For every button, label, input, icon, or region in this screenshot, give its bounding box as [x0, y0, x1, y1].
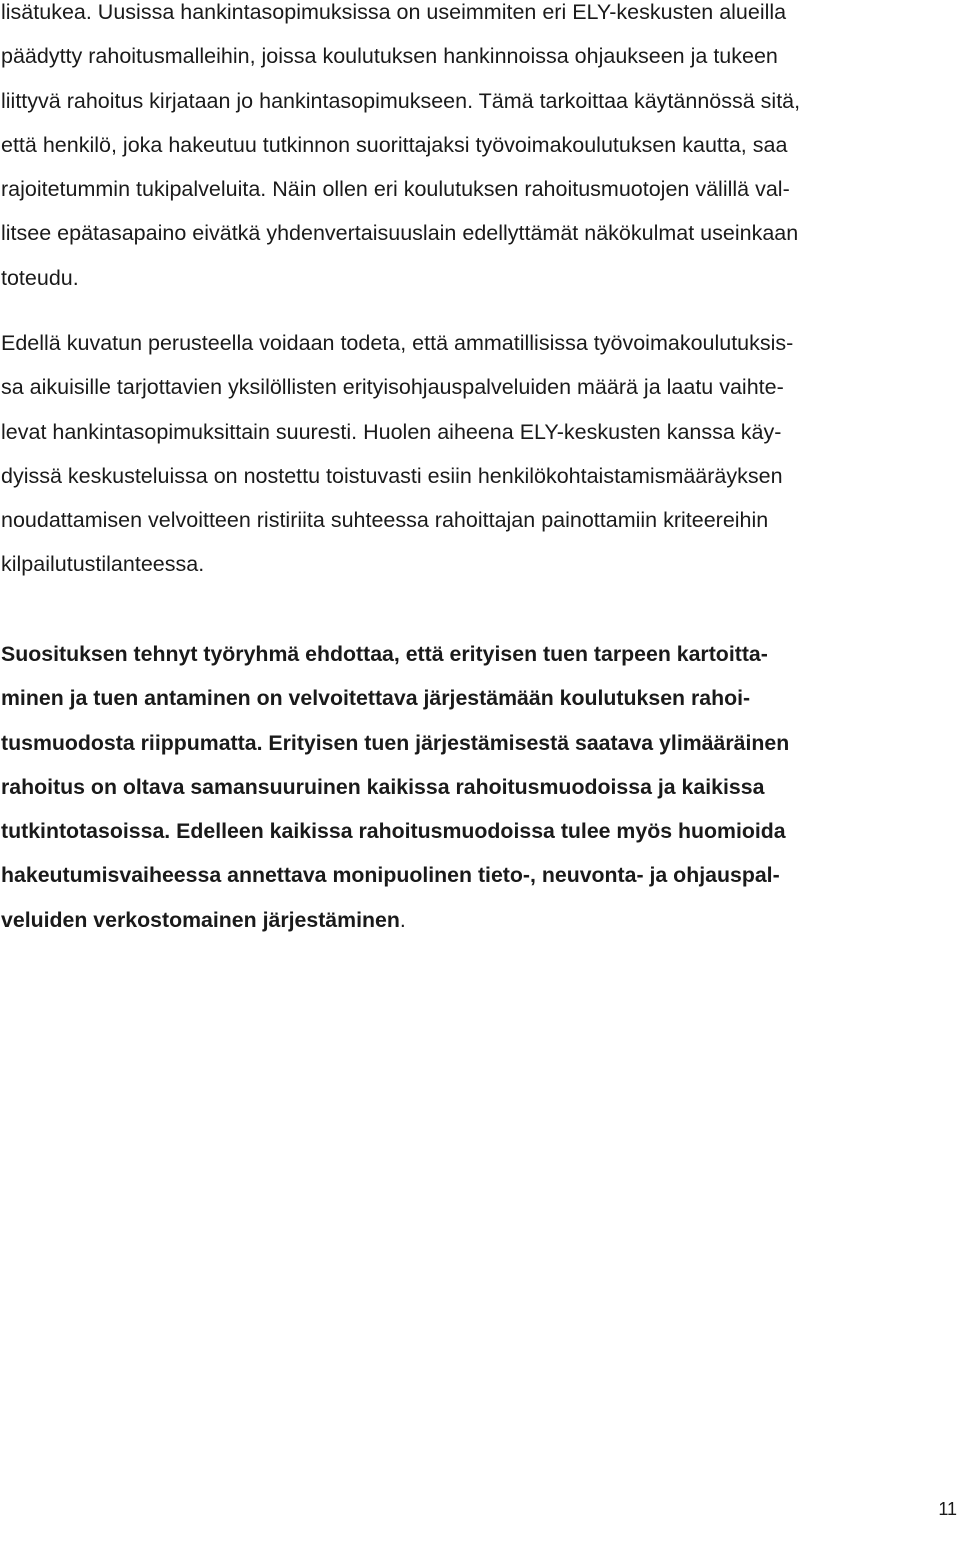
text-line-bold: rahoitus on oltava samansuuruinen kaikissa rahoitusmuodoissa ja kaikissa	[1, 774, 765, 799]
text-line-bold: tusmuodosta riippumatta. Erityisen tuen järjestämisestä saatava ylimääräinen	[1, 730, 790, 755]
final-period: .	[399, 907, 406, 932]
text-line-bold-last	[1, 898, 959, 942]
text-line-bold: Suosituksen tehnyt työryhmä ehdottaa, että erityisen tuen tarpeen kartoitta-	[1, 642, 768, 666]
text-line: toteudu.	[1, 265, 79, 290]
text-line: että henkilö, joka hakeutuu tutkinnon suorittajaksi työvoimakoulutuksen kautta, saa	[1, 132, 788, 157]
recommendation-paragraph	[1, 632, 959, 942]
text-line: liittyvä rahoitus kirjataan jo hankintasopimukseen. Tämä tarkoittaa käytännössä sitä,	[1, 88, 801, 113]
text-line: litsee epätasapaino eivätkä yhdenvertaisuuslain edellyttämät näkökulmat useinkaan	[1, 221, 799, 246]
text-line-bold: hakeutumisvaiheessa annettava monipuolinen tieto-, neuvonta- ja ohjauspal-	[1, 863, 780, 888]
text-line: kilpailutustilanteessa.	[1, 552, 205, 577]
paragraph-1	[1, 0, 959, 300]
text-line-bold-content: veluiden verkostomainen järjestäminen	[1, 907, 400, 932]
text-line: dyissä keskusteluissa on nostettu toistuvasti esiin henkilökohtaistamismääräyksen	[1, 463, 783, 488]
text-line: levat hankintasopimuksittain suuresti. Huolen aiheena ELY-keskusten kanssa käy-	[1, 419, 782, 444]
text-line-bold: tutkintotasoissa. Edelleen kaikissa rahoitusmuodoissa tulee myös huomioida	[1, 819, 786, 844]
text-line: lisätukea. Uusissa hankintasopimuksissa on useimmiten eri ELY-keskusten alueilla	[1, 0, 787, 24]
text-line: Edellä kuvatun perusteella voidaan todeta, että ammatillisissa työvoimakoulutuksis-	[1, 331, 794, 355]
text-line: rajoitetummin tukipalveluita. Näin ollen eri koulutuksen rahoitusmuotojen välillä val-	[1, 177, 790, 202]
text-line: noudattamisen velvoitteen ristiriita suhteessa rahoittajan painottamiin kriteereihin	[1, 508, 769, 533]
text-line: sa aikuisille tarjottavien yksilöllisten erityisohjauspalveluiden määrä ja laatu vaihte-	[1, 375, 784, 400]
paragraph-2	[1, 321, 959, 587]
text-line: päädytty rahoitusmalleihin, joissa koulutuksen hankinnoissa ohjaukseen ja tukeen	[1, 44, 778, 69]
page-number: 11	[938, 1499, 957, 1519]
text-line-bold: minen ja tuen antaminen on velvoitettava järjestämään koulutuksen rahoi-	[1, 686, 751, 711]
